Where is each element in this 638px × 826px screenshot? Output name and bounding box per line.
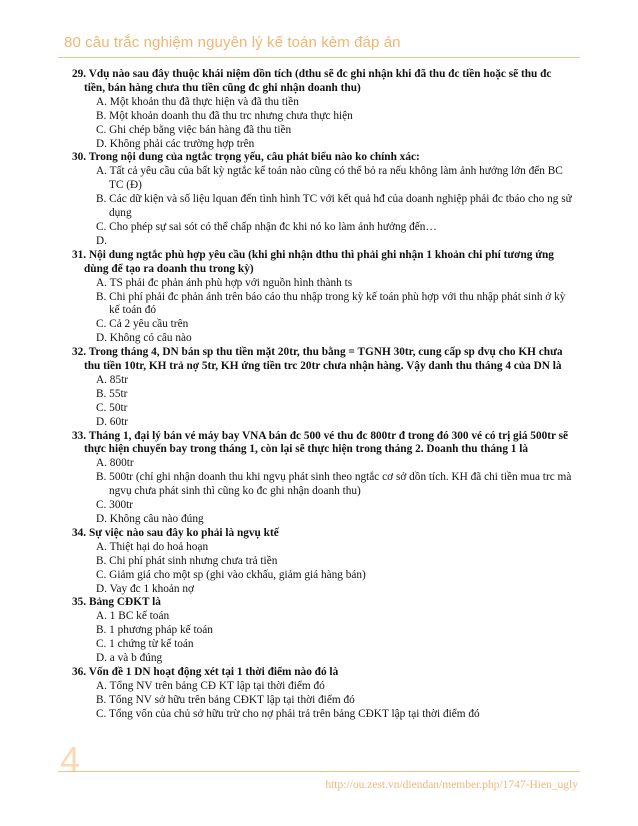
option: D. a và b đúng — [96, 652, 163, 665]
option: D. Không câu nào đúng — [96, 513, 204, 525]
option: D. Vay đc 1 khoản nợ — [96, 582, 195, 595]
question-title: 32. Trong tháng 4, DN bán sp thu tiền mặt 20tr, thu bằng = TGNH 30tr, cung cấp sp dvụ cho KH chưa thu tiền 10tr, KH trả nợ 5tr, KH ứng tiền trc 20tr chưa nhận hàng. Vậy danh thu tháng 4 của DN là — [72, 346, 563, 373]
option: C. 50tr — [96, 401, 128, 414]
page-number: 4 — [60, 739, 81, 780]
question-33 — [72, 430, 572, 527]
question-title: 30. Trong nội dung của ngtắc trọng yếu, câu phát biểu nào ko chính xác: — [72, 151, 420, 164]
option: B. 55tr — [96, 387, 128, 400]
option: C. Cho phép sự sai sót có thể chấp nhận đc khi nó ko làm ảnh hưởng đến… — [96, 220, 437, 233]
option: A. TS phải đc phản ánh phù hợp với nguồn hình thành ts — [96, 276, 353, 289]
option: A. 85tr — [96, 373, 129, 386]
question-36 — [72, 666, 572, 722]
question-35 — [72, 596, 572, 666]
question-title: 36. Vốn đề 1 DN hoạt động xét tại 1 thời điểm nào đó là — [72, 665, 339, 678]
document-header-title: 80 câu trắc nghiệm nguyên lý kế toán kèm đáp án — [64, 34, 401, 51]
option: B. 1 phương pháp kế toán — [96, 624, 213, 637]
question-list — [72, 68, 572, 722]
option: A. Tất cả yêu cầu của bất kỳ ngtắc kế toán nào cũng có thể bỏ ra nếu không làm ảnh hưởng lớn đến BC TC (Đ) — [96, 165, 563, 192]
question-title: 35. Bảng CĐKT là — [72, 596, 161, 609]
option: C. Tổng vốn của chủ sở hữu trừ cho nợ phải trả trên bảng CĐKT lập tại thời điểm đó — [96, 707, 480, 720]
option: D. — [96, 234, 107, 247]
option: B. Các dữ kiện và số liệu lquan đến tình hình TC với kết quả hđ của doanh nghiệp phải đc tbáo cho ng sử dụng — [96, 193, 572, 220]
question-title: 34. Sự việc nào sau đây ko phải là ngvụ ktế — [72, 526, 279, 539]
header-divider — [58, 57, 580, 58]
question-title: 31. Nội dung ngtắc phù hợp yêu cầu (khi ghi nhận dthu thì phải ghi nhận 1 khoản chi phí tương ứng dùng để tạo ra doanh thu trong kỳ) — [72, 248, 554, 275]
question-30 — [72, 151, 572, 248]
option: D. Không có câu nào — [96, 332, 192, 345]
question-31 — [72, 249, 572, 346]
option: C. Ghi chép bằng việc bán hàng đã thu tiền — [96, 123, 292, 136]
question-29 — [72, 68, 572, 151]
option: C. Giảm giá cho một sp (ghi vào ckhấu, giảm giá hàng bán) — [96, 568, 366, 581]
option: B. Tổng NV sở hữu trên bảng CĐKT lập tại thời điểm đó — [96, 693, 355, 706]
footer-divider — [58, 771, 580, 772]
question-title: 29. Vdụ nào sau đây thuộc khái niệm dồn tích (dthu sẽ đc ghi nhận khi đã thu đc tiền hoặc sẽ thu đc tiền, bán hàng chưa thu tiền cũng đc ghi nhận doanh thu) — [72, 68, 552, 94]
option: B. 500tr (chỉ ghi nhận doanh thu khi ngvụ phát sinh theo ngtắc cơ sở dồn tích. KH đã chi tiền mua trc mà ngvụ chưa phát sinh thì cũng ko đc ghi nhận doanh thu) — [96, 471, 572, 498]
option: B. Một khoản doanh thu đã thu trc nhưng chưa thực hiện — [96, 109, 353, 122]
option: A. Tổng NV trên bảng CĐ KT lập tại thời điểm đó — [96, 679, 325, 692]
question-title: 33. Tháng 1, đại lý bán vé máy bay VNA bán đc 500 vé thu đc 800tr đ trong đó 300 vé có trị giá 500tr sẽ thực hiện chuyến bay trong tháng 1, còn lại sẽ thực hiện trong tháng 2. Doanh thu tháng 1 là — [72, 429, 569, 456]
option: A. Thiệt hại do hoả hoạn — [96, 540, 209, 553]
footer-url-link[interactable]: http://ou.zest.vn/diendan/member.php/1747-Hien_ugly — [325, 779, 578, 791]
option: B. Chi phí phải đc phản ánh trên báo cáo thu nhập trong kỳ kế toán phù hợp với thu nhập phát sinh ở kỳ kế toán đó — [96, 290, 566, 317]
question-32 — [72, 346, 572, 429]
option: C. 300tr — [96, 499, 134, 512]
option: A. 1 BC kế toán — [96, 610, 170, 623]
option: D. 60tr — [96, 415, 129, 428]
option: A. 800tr — [96, 457, 134, 470]
option: C. 1 chứng từ kế toán — [96, 638, 194, 651]
option: C. Cả 2 yêu cầu trên — [96, 318, 189, 331]
option: D. Không phải các trường hợp trên — [96, 137, 255, 150]
option: A. Một khoản thu đã thực hiện và đã thu tiền — [96, 95, 299, 108]
option: B. Chi phí phát sinh nhưng chưa trả tiền — [96, 554, 278, 567]
question-34 — [72, 527, 572, 597]
